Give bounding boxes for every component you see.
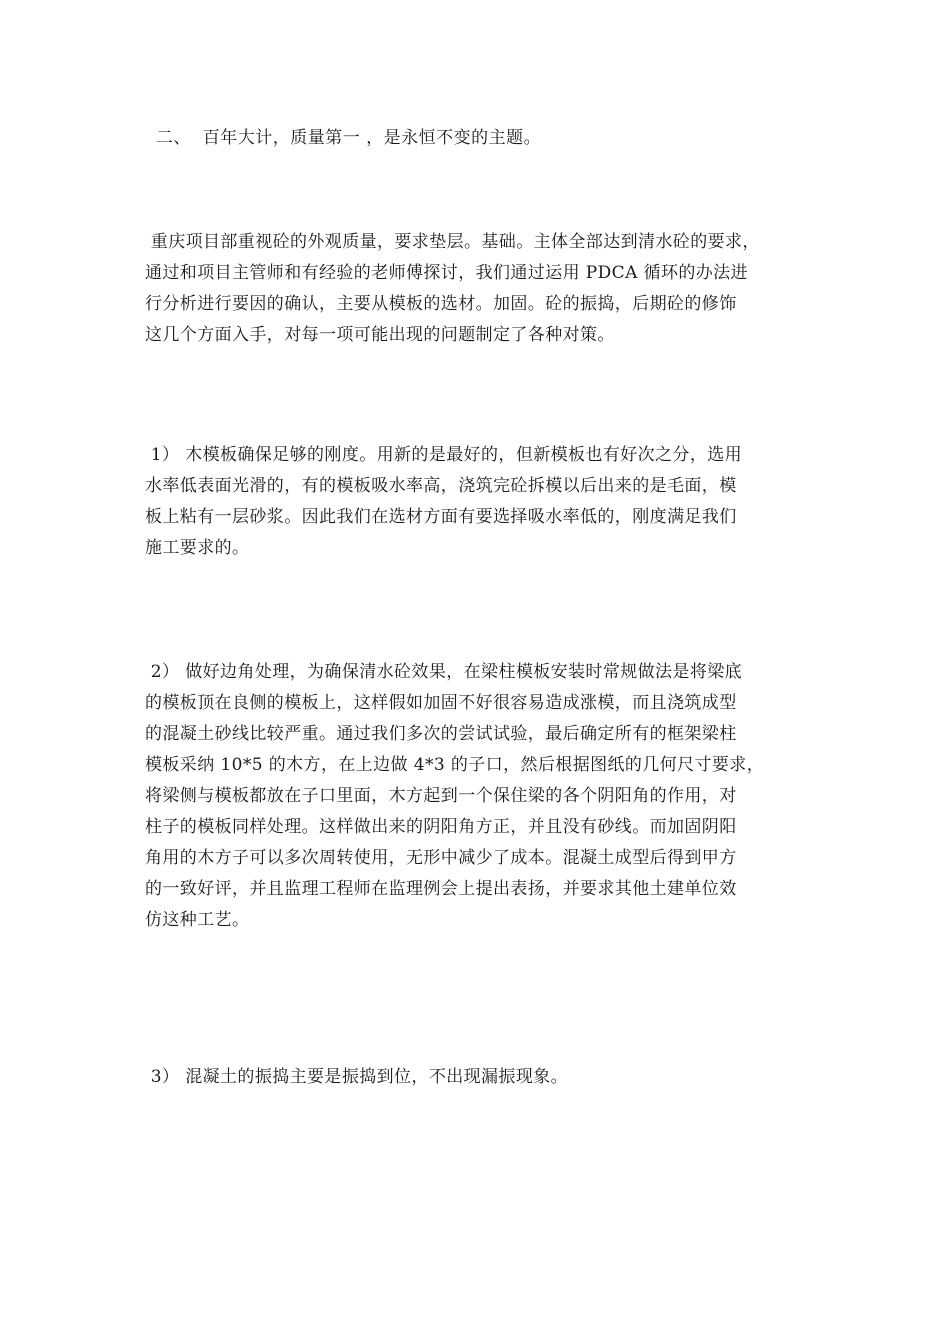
item-1-paragraph	[145, 440, 815, 564]
paragraph-line: 1） 木模板确保足够的刚度。用新的是最好的，但新模板也有好次之分，选用	[145, 445, 743, 465]
intro-paragraph	[145, 227, 815, 351]
paragraph-line: 模板采纳 10*5 的木方，在上边做 4*3 的子口，然后根据图纸的几何尺寸要求，	[145, 755, 765, 775]
paragraph-line: 施工要求的。	[145, 538, 250, 558]
paragraph-line: 通过和项目主管师和有经验的老师傅探讨，我们通过运用 PDCA 循环的办法进	[145, 263, 748, 283]
paragraph-line: 重庆项目部重视砼的外观质量，要求垫层。基础。主体全部达到清水砼的要求，	[145, 232, 760, 252]
paragraph-line: 的模板顶在良侧的模板上，这样假如加固不好很容易造成涨模，而且浇筑成型	[145, 693, 737, 713]
paragraph-line: 3） 混凝土的振捣主要是振捣到位，不出现漏振现象。	[145, 1067, 569, 1087]
paragraph-line: 的混凝土砂线比较严重。通过我们多次的尝试试验，最后确定所有的框架梁柱	[145, 724, 737, 744]
paragraph-line: 行分析进行要因的确认，主要从模板的选材。加固。砼的振捣，后期砼的修饰	[145, 294, 737, 314]
section-heading: 二、 百年大计，质量第一 ，是永恒不变的主题。	[150, 128, 542, 148]
item-2-paragraph	[145, 657, 815, 936]
paragraph-line: 板上粘有一层砂浆。因此我们在选材方面有要选择吸水率低的，刚度满足我们	[145, 507, 737, 527]
item-3-paragraph	[145, 1062, 815, 1093]
paragraph-line: 柱子的模板同样处理。这样做出来的阴阳角方正，并且没有砂线。而加固阴阳	[145, 817, 737, 837]
paragraph-line: 角用的木方子可以多次周转使用，无形中减少了成本。混凝土成型后得到甲方	[145, 848, 737, 868]
paragraph-line: 这几个方面入手，对每一项可能出现的问题制定了各种对策。	[145, 325, 615, 345]
paragraph-line: 将梁侧与模板都放在子口里面，木方起到一个保住梁的各个阴阳角的作用，对	[145, 786, 737, 806]
paragraph-line: 的一致好评，并且监理工程师在监理例会上提出表扬，并要求其他土建单位效	[145, 879, 737, 899]
paragraph-line: 水率低表面光滑的，有的模板吸水率高，浇筑完砼拆模以后出来的是毛面，模	[145, 476, 737, 496]
paragraph-line: 仿这种工艺。	[145, 910, 250, 930]
paragraph-line: 2） 做好边角处理，为确保清水砼效果，在梁柱模板安装时常规做法是将梁底	[145, 662, 743, 682]
